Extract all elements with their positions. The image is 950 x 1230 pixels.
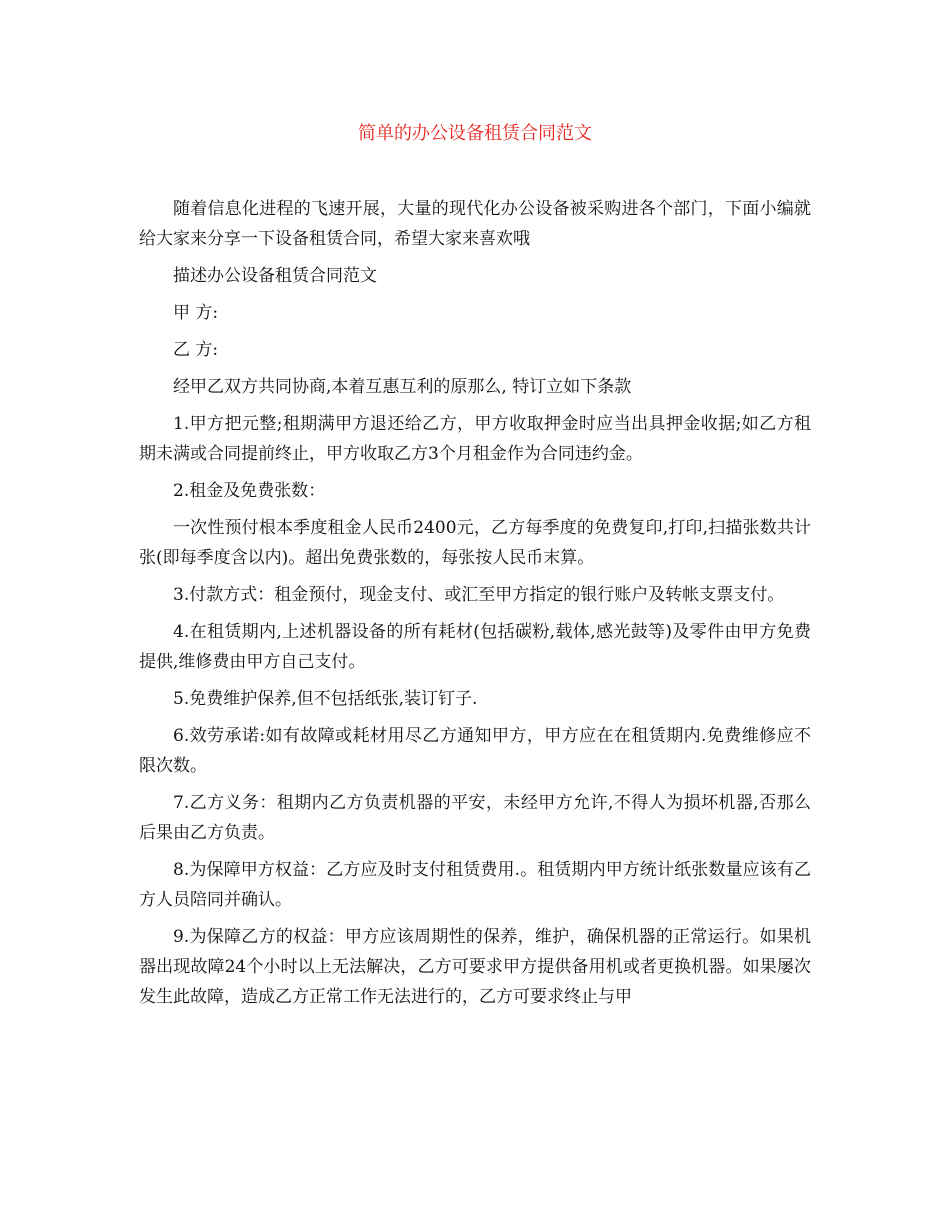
clause-4: 4.在租赁期内,上述机器设备的所有耗材(包括碳粉,载体,感光鼓等)及零件由甲方免费提供,维修费由甲方自己支付。 <box>139 622 811 672</box>
clause-9: 9.为保障乙方的权益：甲方应该周期性的保养，维护，确保机器的正常运行。如果机器出现故障24个小时以上无法解决，乙方可要求甲方提供备用机或者更换机器。如果屡次发生此故障，造成乙方正常工作无法进行的，乙方可要求终止与甲 <box>139 927 811 1007</box>
paragraph-preamble: 经甲乙双方共同协商,本着互惠互利的原那么, 特订立如下条款 <box>173 377 632 397</box>
paragraph-subtitle: 描述办公设备租赁合同范文 <box>173 266 377 286</box>
clause-1: 1.甲方把元整;租期满甲方退还给乙方，甲方收取押金时应当出具押金收据;如乙方租期未满或合同提前终止，甲方收取乙方3个月租金作为合同违约金。 <box>139 414 811 464</box>
clause-7: 7.乙方义务：租期内乙方负责机器的平安，未经甲方允许,不得人为损坏机器,否那么后果由乙方负责。 <box>139 793 811 843</box>
party-b-line: 乙 方: <box>173 340 219 360</box>
document-title: 简单的办公设备租赁合同范文 <box>358 123 592 144</box>
clause-2-heading: 2.租金及免费张数： <box>173 481 326 501</box>
party-a-line: 甲 方: <box>173 303 219 323</box>
clause-5: 5.免费维护保养,但不包括纸张,装订钉子. <box>173 689 478 709</box>
clause-2-body: 一次性预付根本季度租金人民币2400元，乙方每季度的免费复印,打印,扫描张数共计张(即每季度含以内)。超出免费张数的，每张按人民币末算。 <box>139 518 811 568</box>
document-body <box>139 194 811 1019</box>
paragraph-intro: 随着信息化进程的飞速开展，大量的现代化办公设备被采购进各个部门，下面小编就给大家来分享一下设备租赁合同，希望大家来喜欢哦 <box>139 199 811 249</box>
clause-3: 3.付款方式：租金预付，现金支付、或汇至甲方指定的银行账户及转帐支票支付。 <box>173 585 785 605</box>
clause-8: 8.为保障甲方权益：乙方应及时支付租赁费用.。租赁期内甲方统计纸张数量应该有乙方人员陪同并确认。 <box>139 860 811 910</box>
clause-6: 6.效劳承诺:如有故障或耗材用尽乙方通知甲方，甲方应在在租赁期内.免费维修应不限次数。 <box>139 726 811 776</box>
